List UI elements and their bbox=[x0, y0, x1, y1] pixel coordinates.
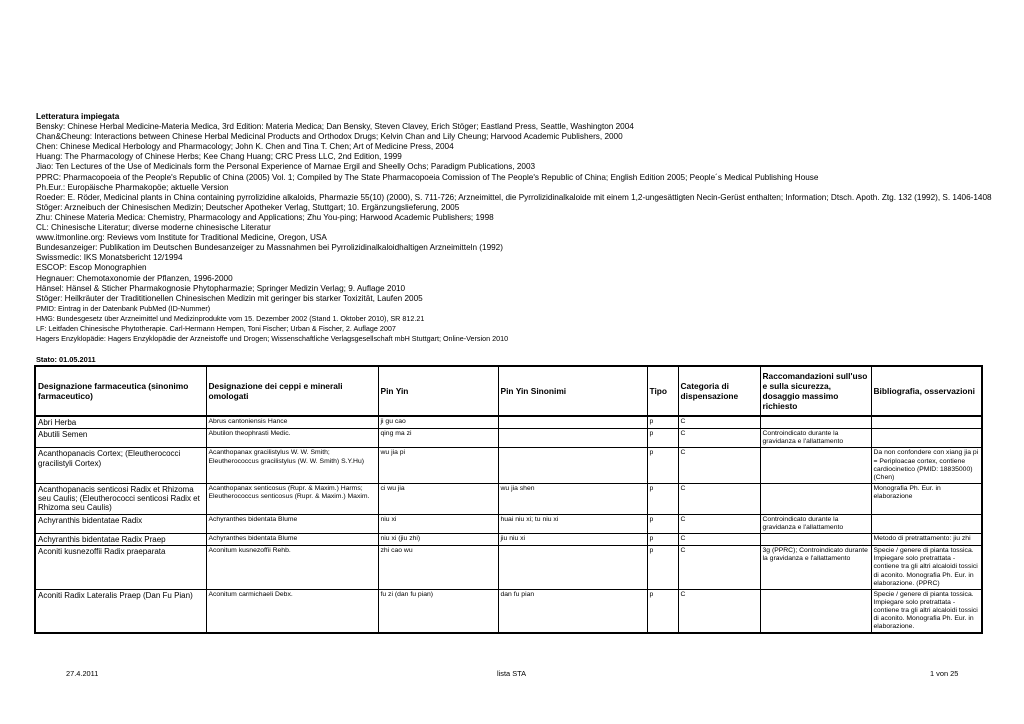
cell-tipo: p bbox=[647, 416, 678, 429]
reference-line: PPRC: Pharmacopoeia of the People's Republic of China (2005) Vol. 1; Compiled by The State Pharmacopoeia Comission of The People's Republic of China; English Edition 2005; People´s Medical Publishing House bbox=[36, 172, 819, 182]
cell-raccomandazioni: Controindicato durante la gravidanza e l'allattamento bbox=[760, 514, 871, 533]
cell-pin-yin-sinonimi: wu jia shen bbox=[498, 483, 647, 514]
cell-pin-yin-sinonimi bbox=[498, 448, 647, 483]
cell-ceppi: Achyranthes bidentata Blume bbox=[206, 533, 378, 545]
table-body bbox=[35, 416, 982, 633]
cell-ceppi: Acanthopanax senticosus (Rupr. & Maxim.) Harms; Eleutherococcus senticosus (Rupr. & Maxim.) Maxim. bbox=[206, 483, 378, 514]
cell-ceppi: Abutilon theophrasti Medic. bbox=[206, 429, 378, 448]
reference-line: CL: Chinesische Literatur; diverse moderne chinesische Literatur bbox=[36, 223, 271, 233]
reference-line: Swissmedic: IKS Monatsbericht 12/1994 bbox=[36, 253, 183, 263]
reference-line: Stöger: Arzneibuch der Chinesischen Medizin; Deutscher Apotheker Verlag, Stuttgart; 10. Ergänzungslieferung, 2005 bbox=[36, 202, 460, 212]
table-row bbox=[35, 483, 982, 514]
col-header-pin-yin-sinonimi: Pin Yin Sinonimi bbox=[498, 366, 647, 416]
reference-line: Bundesanzeiger: Publikation im Deutschen Bundesanzeiger zu Massnahmen bei Pyrrolizidinalkaloidhaltigen Arzneimitteln (1992) bbox=[36, 243, 503, 253]
cell-raccomandazioni bbox=[760, 483, 871, 514]
reference-line-small: Hagers Enzyklopädie: Hagers Enzyklopädie der Arzneistoffe und Drogen; Wissenschaftliche Verlagsgesellschaft mbH Stuttgart; Online-Version 2010 bbox=[36, 334, 509, 344]
col-header-categoria: Categoria di dispensazione bbox=[678, 366, 760, 416]
table-row bbox=[35, 448, 982, 483]
table-row bbox=[35, 589, 982, 633]
cell-pin-yin-sinonimi bbox=[498, 546, 647, 589]
cell-designazione-farmaceutica: Aconiti Radix Lateralis Praep (Dan Fu Pian) bbox=[35, 589, 206, 633]
cell-bibliografia bbox=[871, 514, 982, 533]
table-row bbox=[35, 416, 982, 429]
reference-line: Bensky: Chinese Herbal Medicine-Materia Medica, 3rd Edition: Materia Medica; Dan Bensky, Steven Clavey, Erich Stöger; Eastland Press, Seattle, Washington 2004 bbox=[36, 122, 634, 132]
table-row bbox=[35, 429, 982, 448]
cell-pin-yin: fu zi (dan fu pian) bbox=[378, 589, 498, 633]
cell-pin-yin: ji gu cao bbox=[378, 416, 498, 429]
reference-line: Jiao: Ten Lectures of the Use of Medicinals form the Personal Experience of Marnae Ergil and Sheelly Ochs; Paradigm Publications, 2003 bbox=[36, 162, 536, 172]
cell-tipo: p bbox=[647, 546, 678, 589]
cell-raccomandazioni bbox=[760, 448, 871, 483]
cell-designazione-farmaceutica: Achyranthis bidentatae Radix Praep bbox=[35, 533, 206, 545]
cell-bibliografia: Da non confondere con xiang jia pi = Periploacae cortex, contiene cardiocinetico (PMID: 18835000) (Chen) bbox=[871, 448, 982, 483]
cell-bibliografia: Metodo di pretrattamento: jiu zhi bbox=[871, 533, 982, 545]
cell-categoria: C bbox=[678, 429, 760, 448]
cell-bibliografia bbox=[871, 429, 982, 448]
footer-date: 27.4.2011 bbox=[66, 669, 99, 678]
cell-tipo: p bbox=[647, 589, 678, 633]
cell-pin-yin: wu jia pi bbox=[378, 448, 498, 483]
cell-categoria: C bbox=[678, 546, 760, 589]
reference-line: www.itmonline.org: Reviews vom Institute for Traditional Medicine, Oregon, USA bbox=[36, 233, 327, 243]
cell-pin-yin: niu xi (jiu zhi) bbox=[378, 533, 498, 545]
references-small-list bbox=[36, 304, 1016, 344]
cell-categoria: C bbox=[678, 416, 760, 429]
cell-pin-yin-sinonimi: dan fu pian bbox=[498, 589, 647, 633]
cell-raccomandazioni: Controindicato durante la gravidanza e l'allattamento bbox=[760, 429, 871, 448]
cell-bibliografia bbox=[871, 416, 982, 429]
cell-categoria: C bbox=[678, 514, 760, 533]
cell-designazione-farmaceutica: Abutili Semen bbox=[35, 429, 206, 448]
cell-designazione-farmaceutica: Acanthopanacis Cortex; (Eleutherococci gracilistyli Cortex) bbox=[35, 448, 206, 483]
table-row bbox=[35, 533, 982, 545]
cell-bibliografia: Specie / genere di pianta tossica. Impiegare solo pretrattata - contiene tra gli altri alcaloidi tossici di aconito. Monografia Ph. Eur. in elaborazione. (PPRC) bbox=[871, 546, 982, 589]
cell-bibliografia: Monografia Ph. Eur. in elaborazione bbox=[871, 483, 982, 514]
reference-line: Zhu: Chinese Materia Medica: Chemistry, Pharmacology and Applications; Zhu You-ping; Harwood Academic Publishers; 1998 bbox=[36, 212, 494, 222]
col-header-pin-yin: Pin Yin bbox=[378, 366, 498, 416]
cell-pin-yin: ci wu jia bbox=[378, 483, 498, 514]
cell-raccomandazioni bbox=[760, 533, 871, 545]
cell-pin-yin-sinonimi: jiu niu xi bbox=[498, 533, 647, 545]
reference-line: Roeder: E. Röder, Medicinal plants in China containing pyrrolizidine alkaloids, Pharmazie 55(10) (2000), S. 711-726; Arzneimittel, die Pyrrolizidinalkaloide mit einem 1,2-ungesättigten Necin-Gerüst enthalten; Information; Dtsch. Apoth. Ztg. 132 (1992), S. 1406-1408 bbox=[36, 192, 992, 202]
status-date: Stato: 01.05.2011 bbox=[36, 355, 96, 364]
cell-pin-yin: qing ma zi bbox=[378, 429, 498, 448]
col-header-tipo: Tipo bbox=[647, 366, 678, 416]
cell-pin-yin-sinonimi: huai niu xi; tu niu xi bbox=[498, 514, 647, 533]
cell-pin-yin: niu xi bbox=[378, 514, 498, 533]
cell-categoria: C bbox=[678, 589, 760, 633]
cell-designazione-farmaceutica: Aconiti kusnezoffii Radix praeparata bbox=[35, 546, 206, 589]
cell-raccomandazioni: 3g (PPRC); Controindicato durante la gravidanza e l'allattamento bbox=[760, 546, 871, 589]
cell-categoria: C bbox=[678, 483, 760, 514]
reference-line-small: PMID: Eintrag in der Datenbank PubMed (ID-Nummer) bbox=[36, 303, 211, 313]
reference-line: Stöger: Heilkräuter der Tradititionellen Chinesischen Medizin mit geringer bis starker Toxizität, Laufen 2005 bbox=[36, 293, 423, 303]
reference-line: Ph.Eur.: Europäische Pharmakopöe; aktuelle Version bbox=[36, 182, 229, 192]
table-header-row bbox=[35, 366, 982, 416]
reference-line: Hänsel: Hänsel & Sticher Pharmakognosie Phytopharmazie; Springer Medizin Verlag; 9. Auflage 2010 bbox=[36, 283, 406, 293]
cell-designazione-farmaceutica: Acanthopanacis senticosi Radix et Rhizoma seu Caulis; (Eleutherococci senticosi Radix et Rhizoma seu Caulis) bbox=[35, 483, 206, 514]
cell-ceppi: Acanthopanax gracilistylus W. W. Smith; Eleutherococcus gracilistylus (W. W. Smith) S.Y.Hu) bbox=[206, 448, 378, 483]
cell-tipo: p bbox=[647, 483, 678, 514]
reference-line-small: LF: Leitfaden Chinesische Phytotherapie. Carl-Hermann Hempen, Toni Fischer; Urban & Fischer, 2. Auflage 2007 bbox=[36, 323, 396, 333]
reference-line: Huang: The Pharmacology of Chinese Herbs; Kee Chang Huang; CRC Press LLC, 2nd Edition, 1999 bbox=[36, 152, 402, 162]
reference-line-small: HMG: Bundesgesetz über Arzneimittel und Medizinprodukte vom 15. Dezember 2002 (Stand 1. Oktober 2010), SR 812.21 bbox=[36, 313, 425, 323]
cell-bibliografia: Specie / genere di pianta tossica. Impiegare solo pretrattata - contiene tra gli altri alcaloidi tossici di aconito. Monografia Ph. Eur. in elaborazione. bbox=[871, 589, 982, 633]
cell-raccomandazioni bbox=[760, 589, 871, 633]
cell-tipo: p bbox=[647, 448, 678, 483]
cell-ceppi: Aconitum kusnezoffii Rehb. bbox=[206, 546, 378, 589]
cell-categoria: C bbox=[678, 533, 760, 545]
cell-designazione-farmaceutica: Achyranthis bidentatae Radix bbox=[35, 514, 206, 533]
references-list bbox=[36, 122, 1016, 304]
cell-pin-yin-sinonimi bbox=[498, 416, 647, 429]
cell-designazione-farmaceutica: Abri Herba bbox=[35, 416, 206, 429]
cell-raccomandazioni bbox=[760, 416, 871, 429]
cell-tipo: p bbox=[647, 429, 678, 448]
cell-ceppi: Achyranthes bidentata Blume bbox=[206, 514, 378, 533]
col-header-designazione-farmaceutica: Designazione farmaceutica (sinonimo farmaceutico) bbox=[35, 366, 206, 416]
reference-line: ESCOP: Escop Monographien bbox=[36, 263, 147, 273]
reference-line: Hegnauer: Chemotaxonomie der Pflanzen, 1996-2000 bbox=[36, 273, 233, 283]
references-section bbox=[36, 112, 1016, 344]
cell-ceppi: Aconitum carmichaeli Debx. bbox=[206, 589, 378, 633]
table-row bbox=[35, 546, 982, 589]
reference-line: Chan&Cheung: Interactions between Chinese Herbal Medicinal Products and Orthodox Drugs; Kelvin Chan and Lily Cheung; Harvood Academic Publishers, 2000 bbox=[36, 132, 623, 142]
footer-page-number: 1 von 25 bbox=[930, 669, 959, 678]
cell-ceppi: Abrus cantoniensis Hance bbox=[206, 416, 378, 429]
footer-title: lista STA bbox=[497, 669, 527, 678]
cell-pin-yin-sinonimi bbox=[498, 429, 647, 448]
cell-pin-yin: zhi cao wu bbox=[378, 546, 498, 589]
cell-categoria: C bbox=[678, 448, 760, 483]
cell-tipo: p bbox=[647, 533, 678, 545]
reference-line: Chen: Chinese Medical Herbology and Pharmacology; John K. Chen and Tina T. Chen; Art of Medicine Press, 2004 bbox=[36, 142, 454, 152]
col-header-raccomandazioni: Raccomandazioni sull'uso e sulla sicurezza, dosaggio massimo richiesto bbox=[760, 366, 871, 416]
references-heading: Letteratura impiegata bbox=[36, 112, 120, 121]
col-header-bibliografia: Bibliografia, osservazioni bbox=[871, 366, 982, 416]
col-header-ceppi: Designazione dei ceppi e minerali omologati bbox=[206, 366, 378, 416]
table-row bbox=[35, 514, 982, 533]
herbal-list-table bbox=[34, 365, 983, 634]
cell-tipo: p bbox=[647, 514, 678, 533]
